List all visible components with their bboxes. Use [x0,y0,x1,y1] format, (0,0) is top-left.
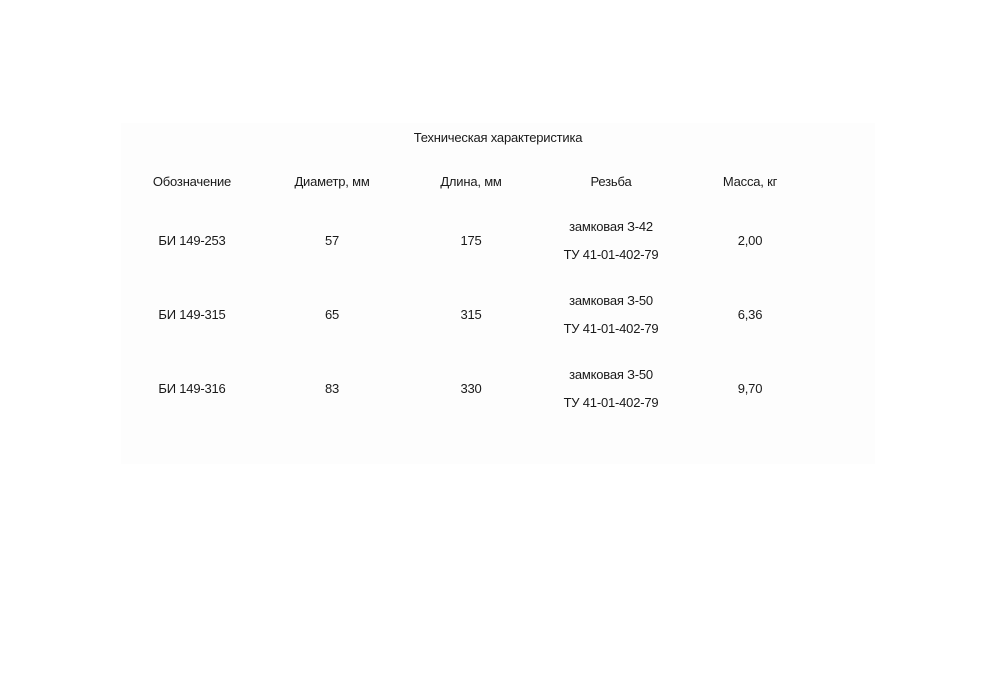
table-title: Техническая характеристика [413,130,583,145]
thread-type: замковая З-50 [569,293,653,308]
row-diameter: 65 [324,307,340,322]
header-thread: Резьба [590,174,632,189]
row-mass: 6,36 [737,307,763,322]
row-designation: БИ 149-316 [158,381,226,396]
row-designation: БИ 149-315 [158,307,226,322]
row-mass: 9,70 [737,381,763,396]
thread-type: замковая З-42 [569,219,653,234]
thread-type: замковая З-50 [569,367,653,382]
header-mass: Масса, кг [722,174,778,189]
specifications-table [121,123,875,464]
row-thread [531,367,691,409]
thread-standard: ТУ 41-01-402-79 [563,321,659,336]
row-thread [531,293,691,335]
row-diameter: 57 [324,233,340,248]
row-length: 330 [460,381,482,396]
header-designation: Обозначение [152,174,232,189]
header-diameter: Диаметр, мм [294,174,370,189]
row-mass: 2,00 [737,233,763,248]
row-length: 315 [460,307,482,322]
row-length: 175 [460,233,482,248]
row-designation: БИ 149-253 [158,233,226,248]
header-length: Длина, мм [440,174,502,189]
thread-standard: ТУ 41-01-402-79 [563,247,659,262]
row-diameter: 83 [324,381,340,396]
row-thread [531,219,691,261]
thread-standard: ТУ 41-01-402-79 [563,395,659,410]
